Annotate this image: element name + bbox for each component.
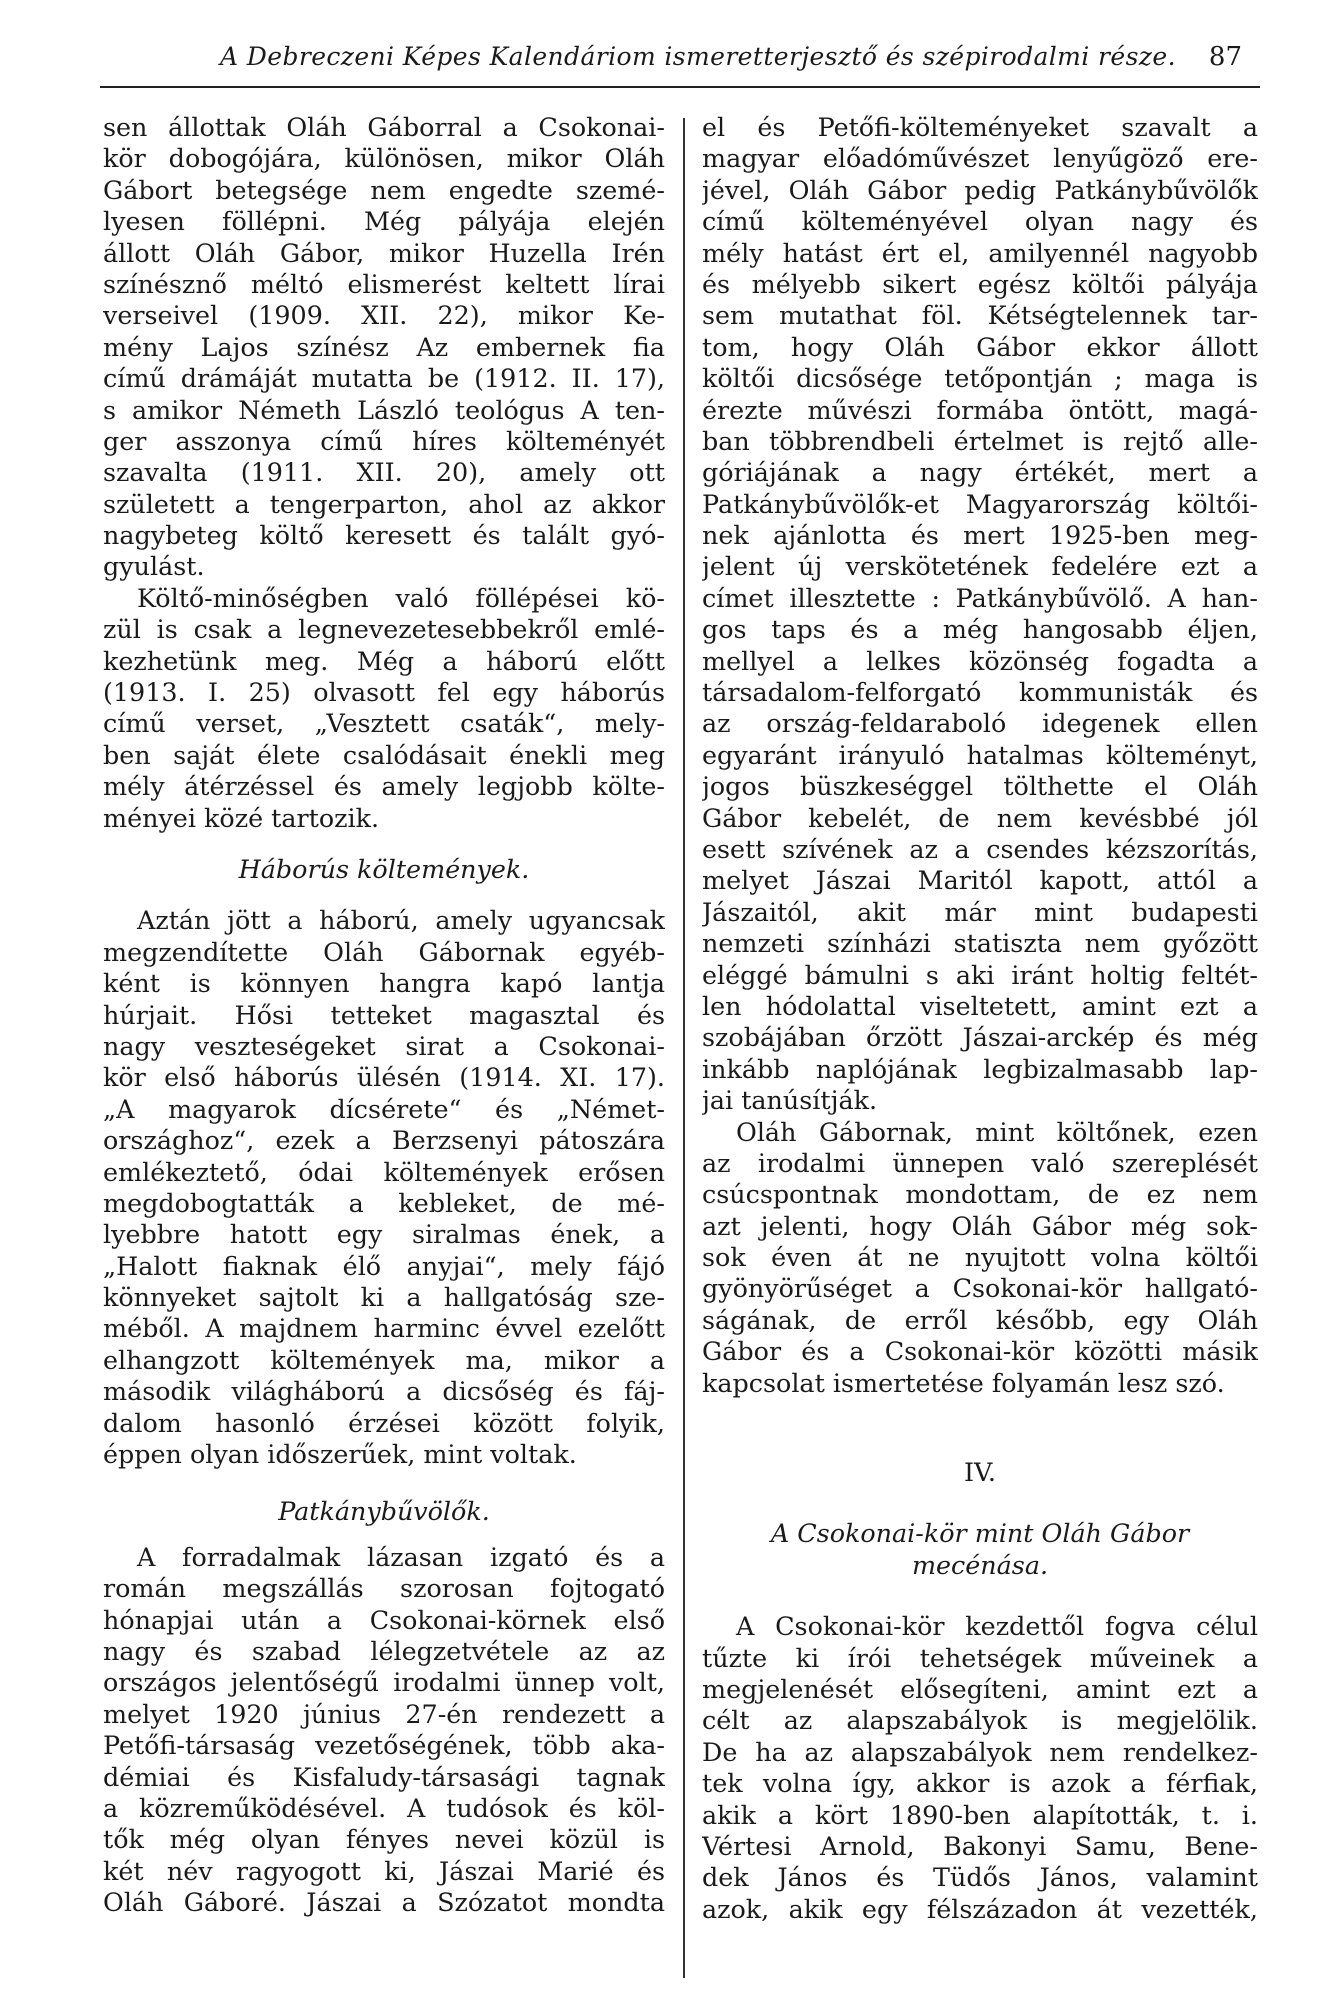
text-line: Vértesi Arnold, Bakonyi Samu, Bene- [702,1830,1258,1861]
paragraph [702,1117,1258,1400]
text-line: román megszállás szorosan fojtogató [103,1573,665,1604]
text-line: megdobogtatták a kebleket, de mé- [103,1187,665,1218]
text-line: nagy veszteségeket sirat a Csokonai- [103,1030,665,1061]
text-line: dek János és Tüdős János, valamint [702,1862,1258,1893]
text-line: esett szívének az a csendes kézszorítás, [702,833,1258,864]
text-line: megzendítette Oláh Gábornak egyéb- [103,936,665,967]
text-line: kör első háborús ülésén (1914. XI. 17). [103,1062,665,1093]
text-line: dalom hasonló érzései között folyik, [103,1407,665,1438]
text-line: második világháború a dicsőség és fáj- [103,1376,665,1407]
text-line: Költő-minőségben való föllépései kö- [137,582,665,613]
spacer [103,1470,665,1496]
text-line: országos jelentőségű irodalmi ünnep volt, [103,1667,665,1698]
text-line: a közreműködésével. A tudósok és köl- [103,1792,665,1823]
text-line: hónapjai után a Csokonai-körnek első [103,1604,665,1635]
text-line: ger asszonya című híres költeményét [103,425,665,456]
text-line: el és Petőfi-költeményeket szavalt a [702,112,1258,142]
text-line: magyar előadóművészet lenyűgöző ere- [702,143,1258,174]
text-line: lyebbre hatott egy siralmas ének, a [103,1219,665,1250]
paragraph [103,1542,665,1919]
text-line: „A magyarok dícsérete“ és „Német- [103,1093,665,1124]
text-line: verseivel (1909. XII. 22), mikor Ke- [103,300,665,331]
text-line: ményei közé tartozik. [103,802,380,833]
text-line: emlékeztető, ódai költemények erősen [103,1156,665,1187]
text-line: Patkánybűvölők-et Magyarország költői- [702,488,1258,519]
text-line: kör dobogójára, különösen, mikor Oláh [103,143,665,174]
text-line: mellyel a lelkes közönség fogadta a [702,645,1258,676]
text-line: gyönyörűséget a Csokonai-kör hallgató- [702,1273,1258,1304]
text-line: Gábort betegsége nem engedte szemé- [103,174,665,205]
text-line: nagybeteg költő keresett és talált gyó- [103,520,665,551]
text-line: Jászaitól, akit már mint budapesti [702,896,1258,927]
text-line: len hódolattal viseltetett, amint ezt a [702,990,1258,1021]
text-line: ban többrendbeli értelmet is rejtő alle- [702,425,1258,456]
text-line: A forradalmak lázasan izgató és a [137,1541,665,1572]
text-line: költői dicsősége tetőpontján ; maga is [702,363,1258,394]
text-line: A Csokonai-kör kezdettől fogva célul [736,1611,1258,1642]
text-line: ságának, de erről később, egy Oláh [702,1304,1258,1335]
text-line: jelent új verskötetének fedelére ezt a [702,551,1258,582]
text-line: De ha az alapszabályok nem rendelkez- [702,1736,1258,1767]
text-line: megjelenését elősegíteni, amint ezt a [702,1673,1258,1704]
spacer [702,1488,1258,1518]
text-line: lyesen föllépni. Még pályája elején [103,206,665,237]
text-line: született a tengerparton, ahol az akkor [103,488,665,519]
text-line: című drámáját mutatta be (1912. II. 17), [103,363,665,394]
text-line: címet illesztette : Patkánybűvölő. A han- [702,582,1258,613]
text-line: két név ragyogott ki, Jászai Marié és [103,1855,665,1886]
text-line: Gábor és a Csokonai-kör közötti másik [702,1336,1258,1367]
paragraph [103,112,665,583]
text-line: sen állottak Oláh Gáborral a Csokonai- [103,112,665,142]
spacer [103,1528,665,1542]
text-line: című verset, „Vesztett csaták“, mely- [103,708,665,739]
text-line: melyet Jászai Maritól kapott, attól a [702,865,1258,896]
text-line: azok, akik egy félszázadon át vezették, [702,1893,1258,1924]
spacer [103,834,665,854]
text-line: célt az alapszabályok is megjelölik. [702,1705,1258,1736]
text-line: tők még olyan fényes nevei közül is [103,1824,665,1855]
text-line: sok éven át ne nyujtott volna költői [702,1242,1258,1273]
text-line: s amikor Németh László teológus A ten- [103,394,665,425]
spacer [702,1399,1258,1457]
text-line: jai tanúsítják. [702,1085,878,1116]
text-line: című költeményével olyan nagy és [702,206,1258,237]
text-line: tek volna így, akkor is azok a férfiak, [702,1768,1258,1799]
text-line: sem mutathat föl. Kétségtelennek tar- [702,300,1258,331]
text-line: gos taps és a még hangosabb éljen, [702,614,1258,645]
spacer [103,885,665,905]
text-line: „Halott fiaknak élő anyjai“, mely fájó [103,1250,665,1281]
text-line: országhoz“, ezek a Berzsenyi pátoszára [103,1125,665,1156]
text-line: Oláh Gáboré. Jászai a Szózatot mondta [103,1887,665,1918]
right-column [702,112,1258,1925]
text-line: éppen olyan időszerűek, mint voltak. [103,1439,577,1470]
paragraph [103,905,665,1470]
running-header [220,42,1260,82]
text-line: társadalom-felforgató kommunisták és [702,677,1258,708]
text-line: Petőfi-társaság vezetőségének, több aka- [103,1730,665,1761]
text-line: az ország-feldaraboló idegenek ellen [702,708,1258,739]
text-line: jével, Oláh Gábor pedig Patkánybűvölők [702,174,1258,205]
section-heading: A Csokonai-kör mint Oláh Gábor [770,1518,1190,1549]
section-heading: Patkánybűvölők. [278,1496,490,1527]
text-line: és mélyebb sikert egész költői pályája [702,268,1258,299]
column-divider [683,118,685,1978]
text-line: jogos büszkeséggel tölthette el Oláh [702,771,1258,802]
paragraph [702,1611,1258,1925]
text-line: démiai és Kisfaludy-társasági tagnak [103,1761,665,1792]
text-line: tom, hogy Oláh Gábor ekkor állott [702,331,1258,362]
left-column [103,112,665,1918]
text-line: akik a kört 1890-ben alapították, t. i. [702,1799,1258,1830]
text-line: kapcsolat ismertetése folyamán lesz szó. [702,1367,1225,1398]
section-heading: Háborús költemények. [238,853,530,884]
header-rule [100,86,1260,88]
text-line: góriájának a nagy értékét, mert a [702,457,1258,488]
running-title: A Debreczeni Képes Kalendáriom ismeretterjesztő és szépirodalmi része. [220,42,1176,71]
text-line: Aztán jött a háború, amely ugyancsak [137,905,665,936]
text-line: nek ajánlotta és mert 1925-ben meg- [702,520,1258,551]
text-line: az irodalmi ünnepen való szereplését [702,1147,1258,1178]
text-line: színésznő méltó elismerést keltett lírai [103,268,665,299]
text-line: könnyeket sajtolt ki a hallgatóság sze- [103,1282,665,1313]
text-line: eléggé bámulni s aki iránt holtig feltét- [702,959,1258,990]
paragraph [103,583,665,834]
text-line: gyulást. [103,551,205,582]
spacer [702,1581,1258,1611]
text-line: azt jelenti, hogy Oláh Gábor még sok- [702,1210,1258,1241]
text-line: méből. A majdnem harminc évvel ezelőtt [103,1313,665,1344]
text-line: melyet 1920 június 27-én rendezett a [103,1698,665,1729]
text-line: kezhetünk meg. Még a háború előtt [103,645,665,676]
text-line: állott Oláh Gábor, mikor Huzella Irén [103,237,665,268]
text-line: elhangzott költemények ma, mikor a [103,1344,665,1375]
text-line: mély átérzéssel és amely legjobb költe- [103,771,665,802]
text-line: szavalta (1911. XII. 20), amely ott [103,457,665,488]
page-number: 87 [1208,42,1242,72]
text-line: szobájában őrzött Jászai-arckép és még [702,1022,1258,1053]
text-line: nemzeti színházi statiszta nem győzött [702,928,1258,959]
text-line: mény Lajos színész Az embernek fia [103,331,665,362]
text-line: ben saját élete csalódásait énekli meg [103,739,665,770]
text-line: húrjait. Hősi tetteket magasztal és [103,999,665,1030]
text-line: mély hatást ért el, amilyennél nagyobb [702,237,1258,268]
text-line: tűzte ki írói tehetségek műveinek a [702,1642,1258,1673]
text-line: (1913. I. 25) olvasott fel egy háborús [103,677,665,708]
section-number: IV. [964,1457,996,1488]
text-line: ként is könnyen hangra kapó lantja [103,968,665,999]
text-line: zül is csak a legnevezetesebbekről emlé- [103,614,665,645]
text-line: inkább naplójának legbizalmasabb lap- [702,1053,1258,1084]
section-heading: mecénása. [911,1549,1049,1580]
text-line: nagy és szabad lélegzetvétele az az [103,1635,665,1666]
text-line: Gábor kebelét, de nem kevésbbé jól [702,802,1258,833]
text-line: Oláh Gábornak, mint költőnek, ezen [736,1116,1258,1147]
text-line: érezte művészi formába öntött, magá- [702,394,1258,425]
text-line: egyaránt irányuló hatalmas költeményt, [702,739,1258,770]
paragraph [702,112,1258,1117]
text-line: csúcspontnak mondottam, de ez nem [702,1179,1258,1210]
